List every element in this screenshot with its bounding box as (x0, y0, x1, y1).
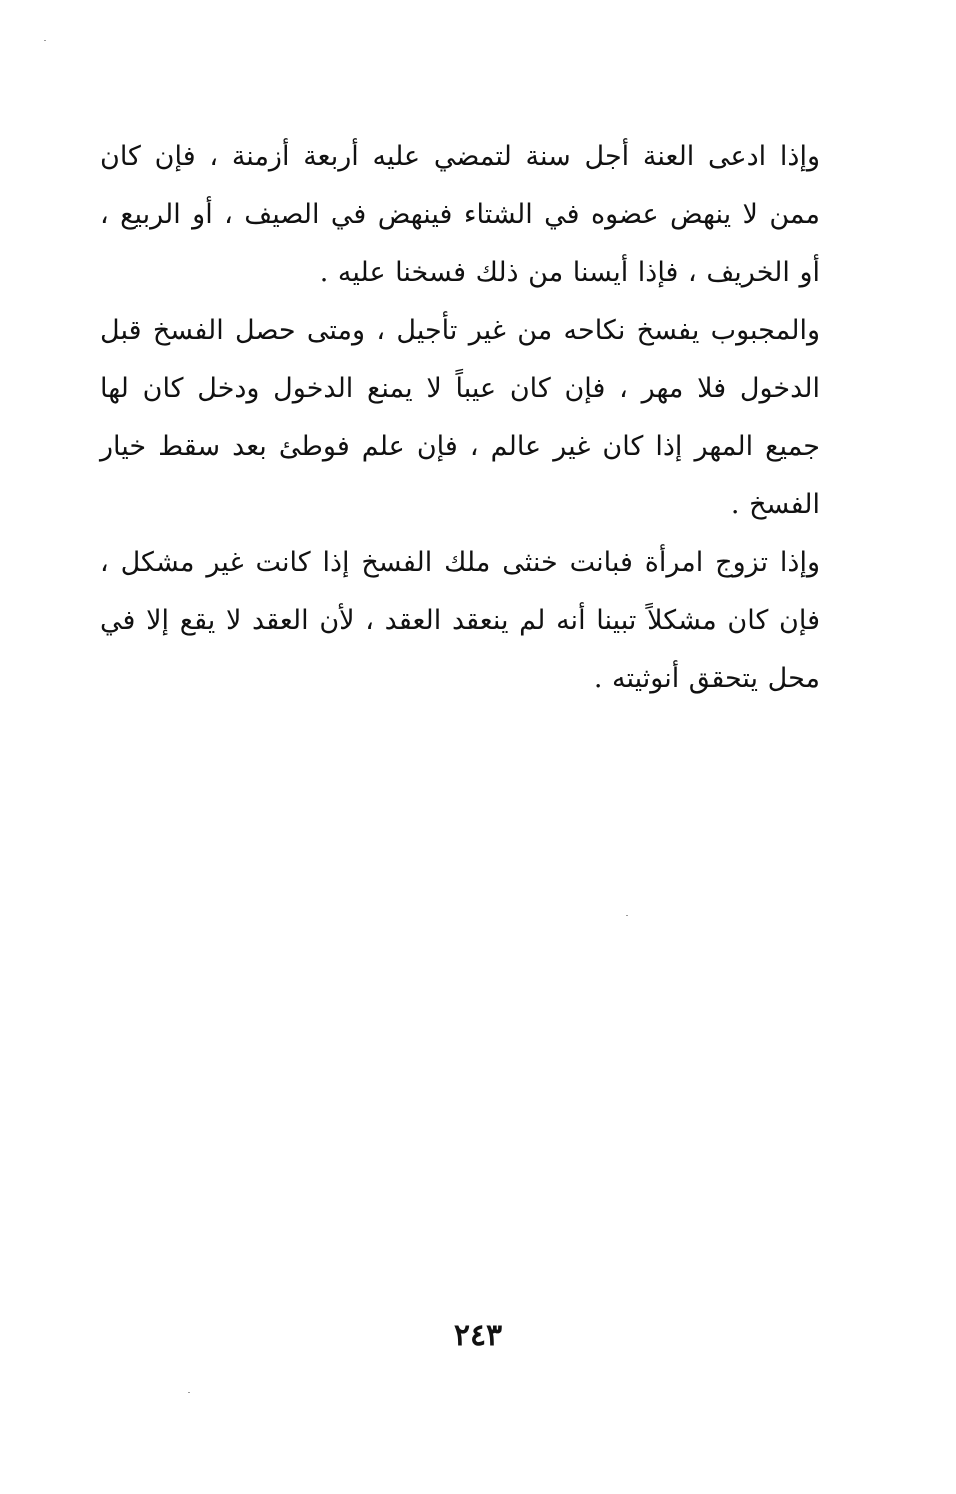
body-text (100, 128, 820, 708)
scan-speck (188, 1392, 190, 1393)
paragraph: وإذا ادعى العنة أجل سنة لتمضي عليه أربعة أزمنة ، فإن كان ممن لا ينهض عضوه في الشتاء فينهض في الصيف ، أو الربيع ، أو الخريف ، فإذا أيسنا من ذلك فسخنا عليه . (100, 141, 820, 288)
scan-speck (44, 40, 46, 41)
scan-speck (626, 915, 628, 916)
paragraph: والمجبوب يفسخ نكاحه من غير تأجيل ، ومتى حصل الفسخ قبل الدخول فلا مهر ، فإن كان عيباً لا يمنع الدخول ودخل كان لها جميع المهر إذا كان غير عالم ، فإن علم فوطئ بعد سقط خيار الفسخ . (100, 315, 820, 520)
page-number: ٢٤٣ (453, 1318, 503, 1353)
paragraph: وإذا تزوج امرأة فبانت خنثى ملك الفسخ إذا كانت غير مشكل ، فإن كان مشكلاً تبينا أنه لم ينعقد العقد ، لأن العقد لا يقع إلا في محل يتحقق أنوثيته . (100, 547, 820, 694)
